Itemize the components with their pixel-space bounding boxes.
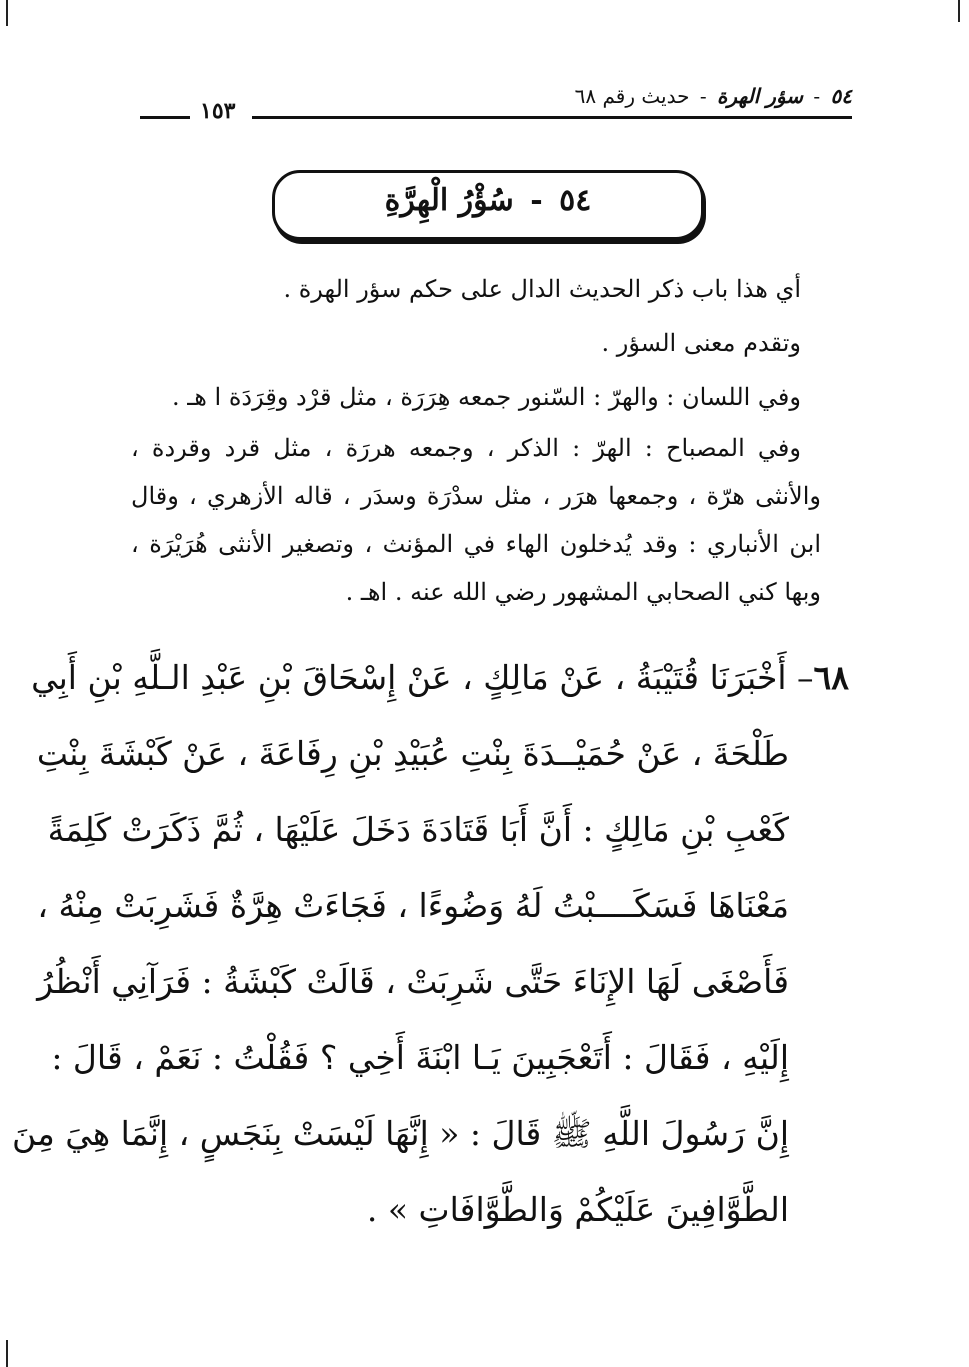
hadith-line: إِلَيْهِ ، فَقَالَ : أَتَعْجَبِينَ يَـا ابْنَةَ أَخِي ؟ فَقُلْتُ : نَعَمْ ، قَالَ : [51, 1038, 789, 1077]
hadith-line-text: – أَخْبَرَنَا قُتَيْبَةُ ، عَنْ مَالِكٍ ، عَنْ إِسْحَاقَ بْنِ عَبْدِ الـلَّهِ بْنِ أَبِي [31, 658, 814, 697]
page-number-group [140, 92, 260, 122]
scan-edge-mark-top-left [6, 0, 8, 26]
chapter-separator: - [530, 183, 543, 218]
chapter-heading-box [272, 170, 704, 240]
running-header-separator: - [813, 84, 821, 108]
running-header-chapter-number: ٥٤ [830, 84, 852, 108]
intro-line: وبها كني الصحابي المشهور رضي الله عنه . اهـ . [345, 578, 821, 606]
hadith-line: كَعْبِ بْنِ مَالِكٍ : أَنَّ أَبَا قَتَادَةَ دَخَلَ عَلَيْهَا ، ثُمَّ ذَكَرَتْ كَلِمَةً [47, 810, 789, 849]
intro-line: ابن الأنباري : وقد يُدخلون الهاء في المؤنث ، وتصغير الأنثى هُرَيْرَة ، [131, 530, 821, 558]
intro-commentary [131, 262, 821, 616]
page-number-dash [140, 116, 190, 119]
hadith-line: مَعْنَاهَا فَسَكَــــبْتُ لَهُ وَضُوءًا ، فَجَاءَتْ هِرَّةٌ فَشَرِبَتْ مِنْهُ ، [37, 886, 789, 925]
header-rule [252, 116, 852, 119]
scan-edge-mark-bottom-left [6, 1340, 8, 1367]
running-header-chapter-title: سؤر الهرة [716, 84, 804, 108]
intro-line: وفي اللسان : والهرّ : السّنور جمعه هِرَرَة ، مثل قرْد وقِرَدَة ا هـ . [171, 383, 801, 411]
chapter-title: سُؤْرُ الْهِرَّةِ [384, 183, 514, 218]
intro-line: أي هذا باب ذكر الحديث الدال على حكم سؤر الهرة . [283, 275, 801, 303]
running-header-title [575, 84, 852, 108]
running-header [140, 72, 852, 122]
running-header-hadith-ref: حديث رقم ٦٨ [574, 84, 690, 108]
intro-line: وتقدم معنى السؤر . [601, 329, 801, 357]
hadith-number: ٦٨ [813, 658, 849, 697]
scan-edge-mark-top-right [958, 0, 960, 22]
hadith-line: الطَّوَّافِينَ عَلَيْكُمْ وَالطَّوَّافَاتِ » . [366, 1190, 789, 1229]
hadith-line: طَلْحَةَ ، عَنْ حُمَيْــدَةَ بِنْتِ عُبَيْدِ بْنِ رِفَاعَةَ ، عَنْ كَبْشَةَ بِنْتِ [36, 734, 789, 773]
page-number: ١٥٣ [200, 98, 236, 124]
running-header-separator-2: - [699, 84, 707, 108]
intro-line: والأنثى هرّة ، وجمعها هرَر ، مثل سدْرَة وسدَر ، قاله الأزهري ، وقال [131, 482, 821, 510]
chapter-number: ٥٤ [559, 183, 592, 218]
hadith-line: إِنَّ رَسُولَ اللَّهِ ﷺ قَالَ : « إِنَّهَا لَيْسَتْ بِنَجَسٍ ، إِنَّمَا هِيَ مِنَ [11, 1114, 789, 1153]
intro-line: وفي المصباح : الهرّ : الذكر ، وجمعه هررَة ، مثل قرد وقردة ، [131, 434, 801, 462]
hadith-line: فَأَصْغَى لَهَا الإِنَاءَ حَتَّى شَرِبَتْ ، قَالَتْ كَبْشَةُ : فَرَآنِي أَنْظُرُ [37, 962, 789, 1001]
chapter-heading [275, 183, 701, 218]
hadith-line-first [31, 640, 849, 716]
hadith-text [11, 640, 849, 1248]
